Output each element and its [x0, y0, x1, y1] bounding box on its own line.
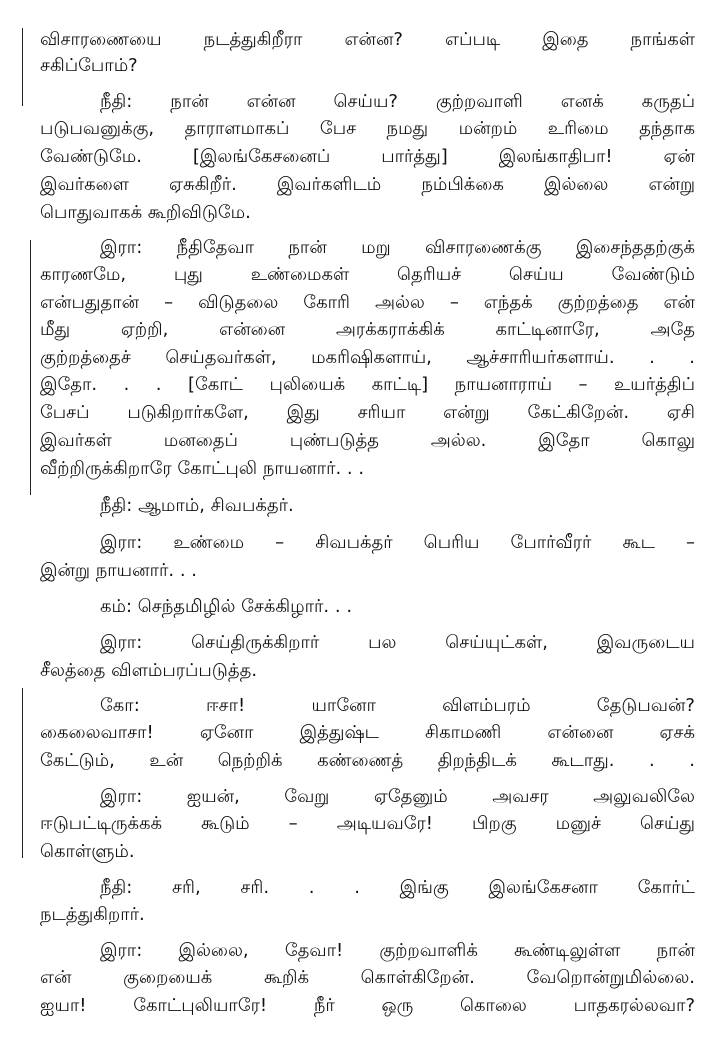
text-line: கோ: ஈசா! யானோ விளம்பரம் தேடுபவன்? — [100, 695, 695, 716]
text-line: என்பதுதான் – விடுதலை கோரி அல்ல – எந்தக் குற்றத்தை என் — [40, 292, 695, 313]
text-line: ஈடுபட்டிருக்கக் கூடும் – அடியவரே! பிறகு மனுச் செய்து — [40, 813, 695, 834]
text-line: என் குறையைக் கூறிக் கொள்கிறேன். வேறொன்றுமில்லை. — [40, 967, 695, 988]
text-line: நீதி: ஆமாம், சிவபக்தர். — [100, 495, 294, 516]
text-line: சீலத்தை விளம்பரப்படுத்த. — [40, 660, 258, 681]
text-line: பேசப் படுகிறார்களே, இது சரியா என்று கேட்கிறேன். ஏசி — [40, 402, 695, 423]
text-line: கொள்ளும். — [40, 841, 135, 862]
text-line: கைலைவாசா! ஏனோ இத்துஷ்ட சிகாமணி என்னை ஏசக் — [40, 722, 695, 743]
text-line: வீற்றிருக்கிறாரே கோட்புலி நாயனார். . . — [40, 458, 365, 479]
text-line: இவர்களை ஏசுகிறீர். இவர்களிடம் நம்பிக்கை இல்லை என்று — [40, 174, 695, 195]
text-line: இன்று நாயனார். . . — [40, 560, 197, 581]
text-line: காரணமே, புது உண்மைகள் தெரியச் செய்ய வேண்டும் — [40, 264, 695, 285]
text-line: சகிப்போம்? — [40, 55, 138, 76]
text-line: இரா: நீதிதேவா நான் மறு விசாரணைக்கு இசைந்ததற்குக் — [100, 237, 695, 258]
text-line: நடத்துகிறார். — [40, 904, 145, 925]
margin-bracket-mark — [30, 240, 31, 495]
text-line: இரா: இல்லை, தேவா! குற்றவாளிக் கூண்டிலுள்ள நான் — [100, 940, 695, 961]
text-line: இரா: உண்மை – சிவபக்தர் பெரிய போர்வீரர் கூட – — [100, 532, 695, 553]
text-line: மீது ஏற்றி, என்னை அரக்கராக்கிக் காட்டினாரே, அதே — [40, 319, 695, 340]
text-line: குற்றத்தைச் செய்தவர்கள், மகரிஷிகளாய், ஆச்சாரியர்களாய். . . — [40, 347, 695, 368]
text-line: கேட்டும், உன் நெற்றிக் கண்ணைத் திறந்திடக் கூடாது. . . — [40, 750, 695, 771]
text-line: இதோ. . . [கோட் புலியைக் காட்டி] நாயனாராய் – உயர்த்திப் — [40, 374, 695, 395]
text-line: நீதி: சரி, சரி. . . இங்கு இலங்கேசனா கோர்ட் — [100, 877, 695, 898]
text-line: பொதுவாகக் கூறிவிடுமே. — [40, 202, 251, 223]
text-line: படுபவனுக்கு, தாராளமாகப் பேச நமது மன்றம் உரிமை தந்தாக — [40, 118, 695, 139]
text-line: விசாரணையை நடத்துகிறீரா என்ன? எப்படி இதை நாங்கள் — [40, 29, 695, 50]
text-line: இவர்கள் மனதைப் புண்படுத்த அல்ல. இதோ கொலு — [40, 430, 695, 451]
text-line: ஐயா! கோட்புலியாரே! நீர் ஒரு கொலை பாதகரல்லவா? — [40, 995, 695, 1016]
text-line: வேண்டுமே. [இலங்கேசனைப் பார்த்து] இலங்காதிபா! ஏன் — [40, 146, 695, 167]
margin-bracket-mark — [22, 688, 23, 858]
margin-bracket-mark — [22, 28, 23, 106]
text-line: இரா: ஐயன், வேறு ஏதேனும் அவசர அலுவலிலே — [100, 786, 695, 807]
text-line: இரா: செய்திருக்கிறார் பல செய்யுட்கள், இவருடைய — [100, 632, 695, 653]
text-line: கம்: செந்தமிழில் சேக்கிழார். . . — [100, 596, 353, 617]
text-line: நீதி: நான் என்ன செய்ய? குற்றவாளி எனக் கருதப் — [100, 91, 695, 112]
